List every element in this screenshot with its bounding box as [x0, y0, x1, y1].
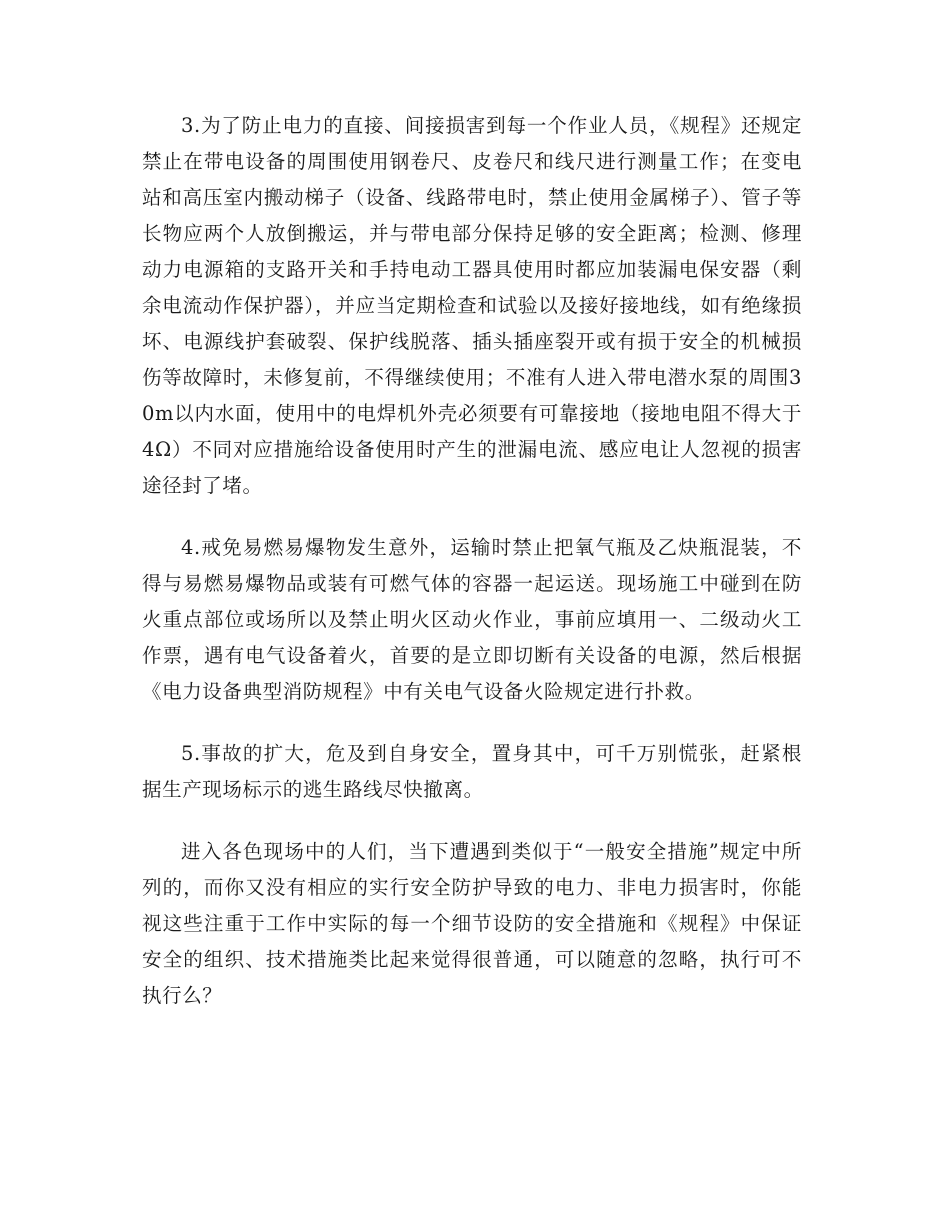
paragraph-conclusion: 进入各色现场中的人们，当下遭遇到类似于“一般安全措施”规定中所列的，而你又没有相应的实行安全防护导致的电力、非电力损害时，你能视这些注重于工作中实际的每一个细节设防的安全措施和《规程》中保证安全的组织、技术措施类比起来觉得很普通，可以随意的忽略，执行可不执行么？ [142, 840, 802, 1007]
paragraph-safety-rules: 3.为了防止电力的直接、间接损害到每一个作业人员，《规程》还规定禁止在带电设备的周围使用钢卷尺、皮卷尺和线尺进行测量工作；在变电站和高压室内搬动梯子（设备、线路带电时，禁止使用金属梯子）、管子等长物应两个人放倒搬运，并与带电部分保持足够的安全距离；检测、修理动力电源箱的支路开关和手持电动工器具使用时都应加装漏电保安器（剩余电流动作保护器），并应当定期检查和试验以及接好接地线，如有绝缘损坏、电源线护套破裂、保护线脱落、插头插座裂开或有损于安全的机械损伤等故障时，未修复前，不得继续使用；不准有人进入带电潜水泵的周围30m以内水面，使用中的电焊机外壳必须要有可靠接地（接地电阻不得大于4Ω）不同对应措施给设备使用时产生的泄漏电流、感应电让人忽视的损害途径封了堵。 [142, 114, 802, 497]
paragraph-evacuation: 5.事故的扩大，危及到自身安全，置身其中，可千万别慌张，赶紧根据生产现场标示的逃生路线尽快撤离。 [142, 742, 802, 801]
document-body [142, 108, 802, 1040]
paragraph-fire-prevention: 4.戒免易燃易爆物发生意外，运输时禁止把氧气瓶及乙炔瓶混装，不得与易燃易爆物品或装有可燃气体的容器一起运送。现场施工中碰到在防火重点部位或场所以及禁止明火区动火作业，事前应填用一、二级动火工作票，遇有电气设备着火，首要的是立即切断有关设备的电源，然后根据《电力设备典型消防规程》中有关电气设备火险规定进行扑救。 [142, 536, 802, 703]
